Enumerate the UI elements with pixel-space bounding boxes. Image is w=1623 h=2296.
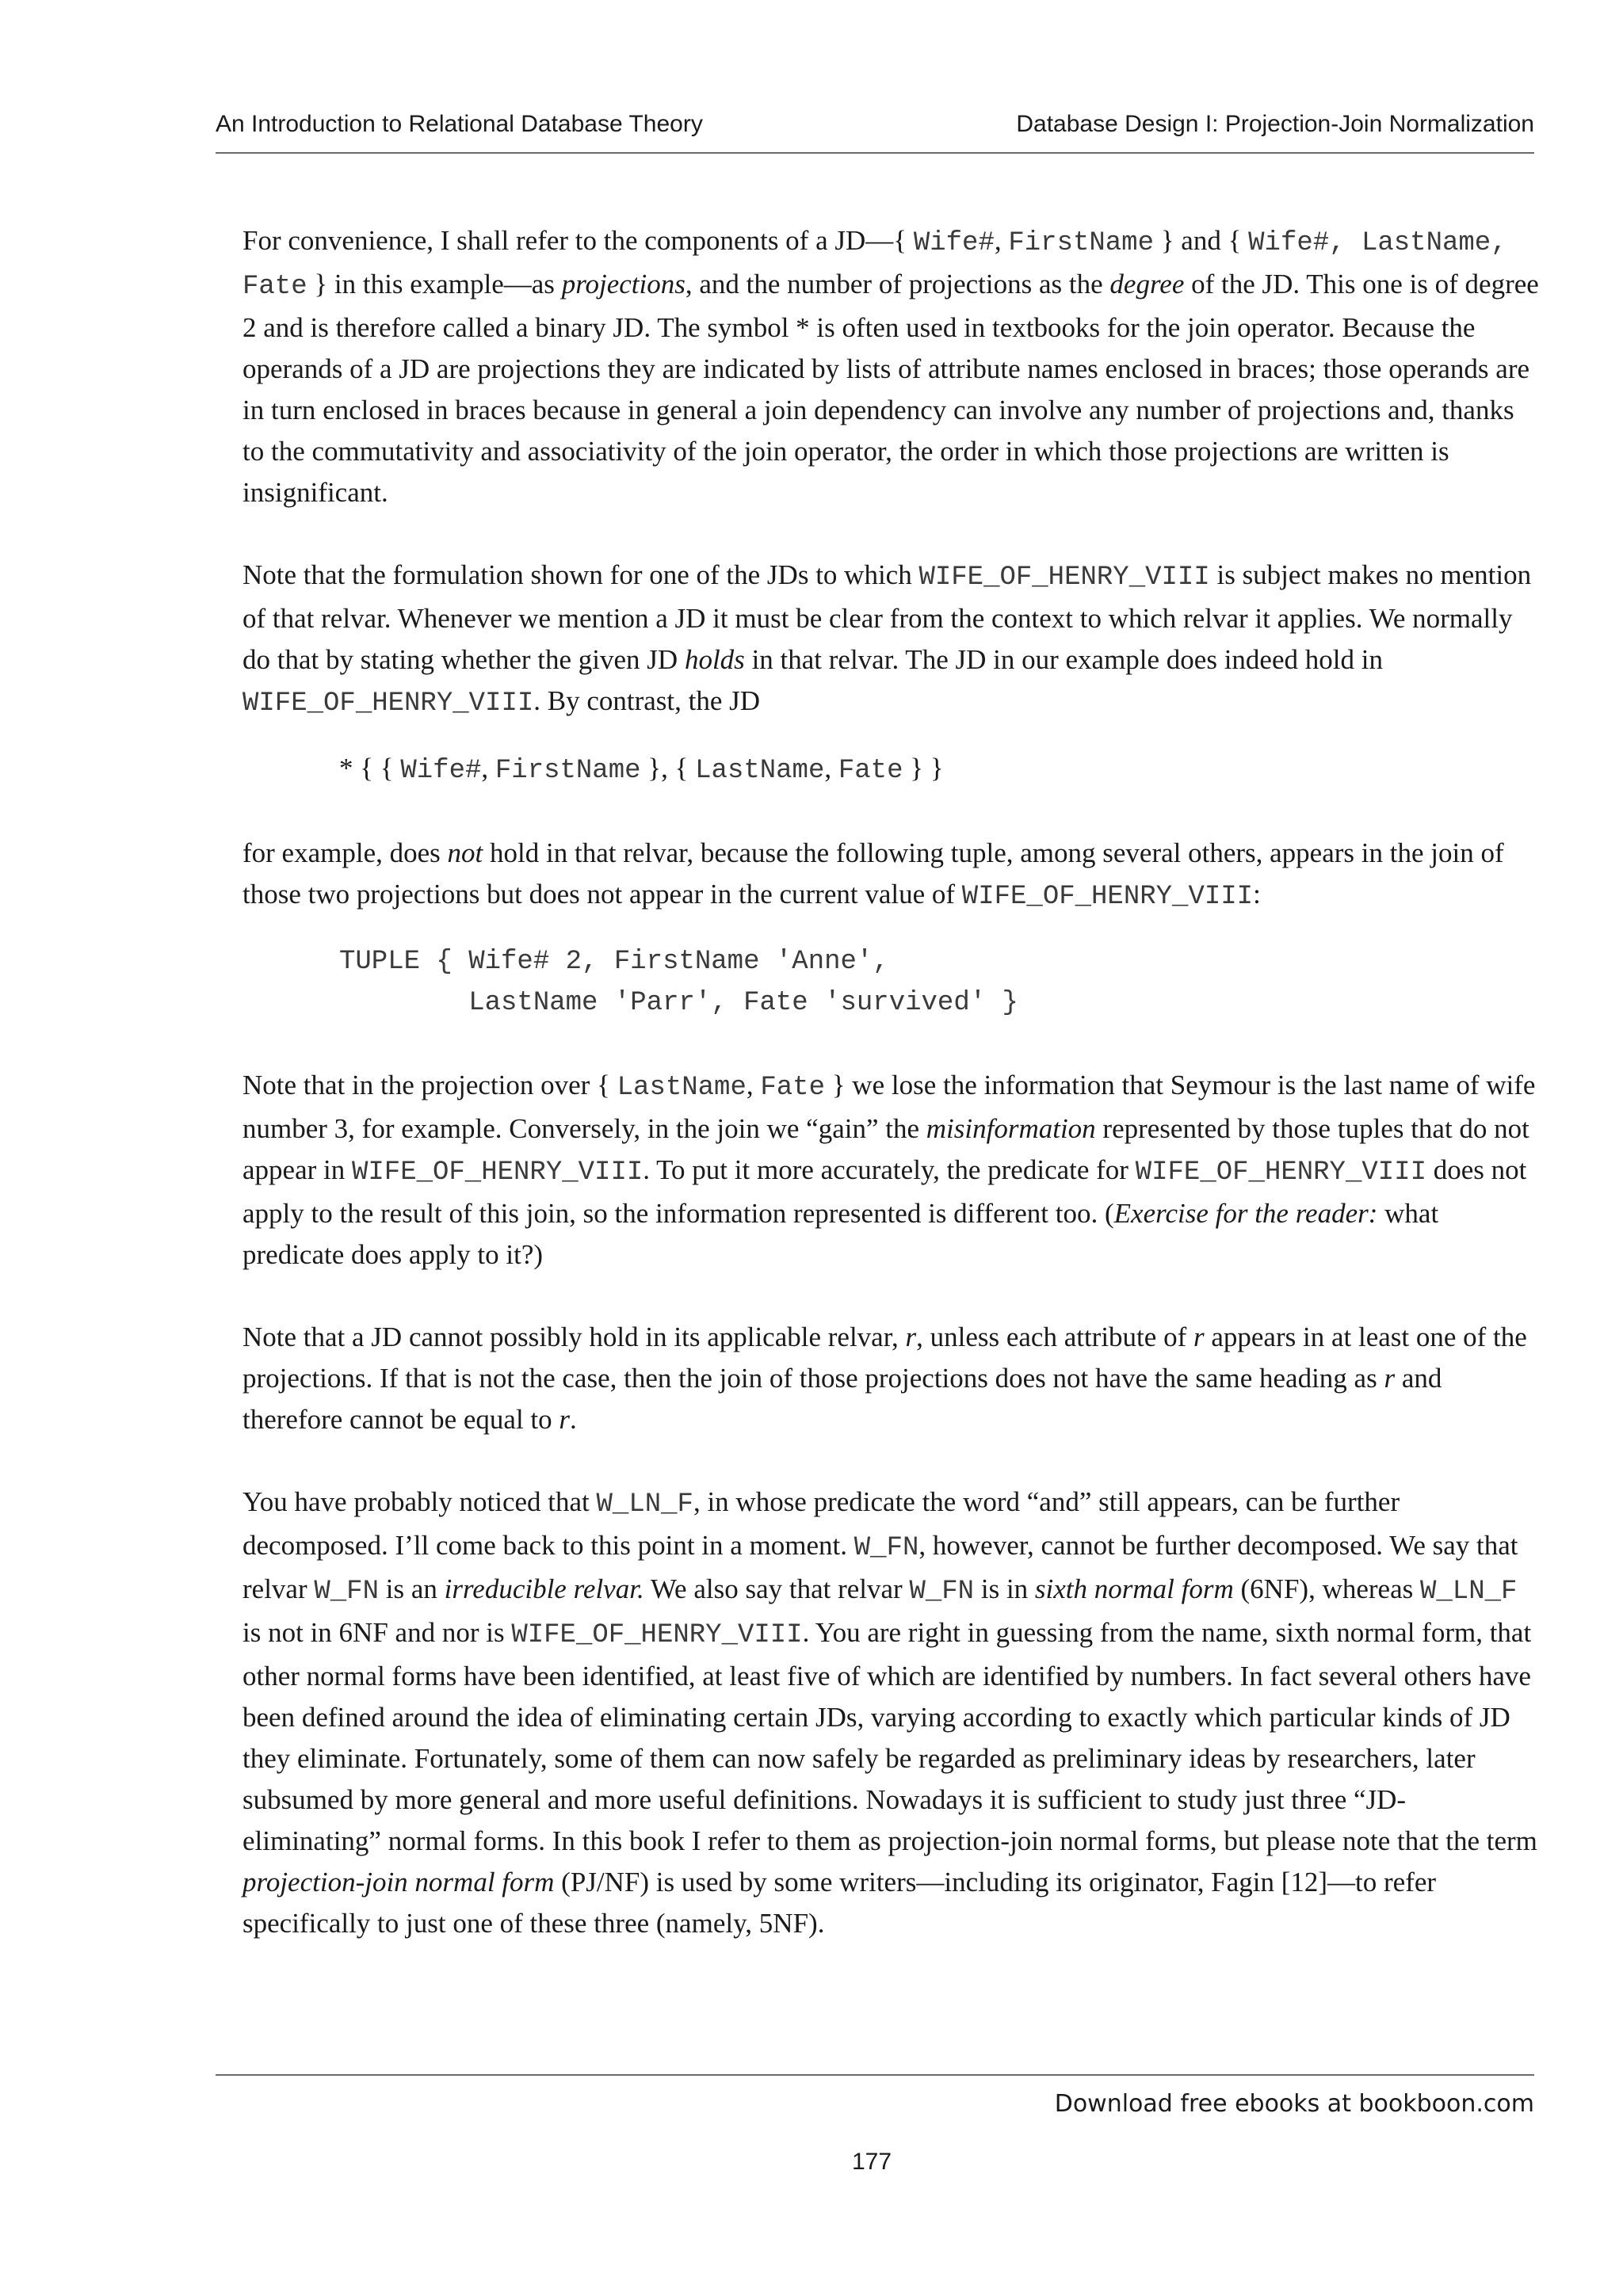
code-line: TUPLE { Wife# 2, FirstName 'Anne', xyxy=(339,947,889,977)
page-body xyxy=(242,220,1542,1985)
page-number: 177 xyxy=(851,2149,892,2175)
term-sixth-normal-form: sixth normal form xyxy=(1034,1573,1234,1604)
paragraph-projections: For convenience, I shall refer to the components of a JD—{ Wife#, FirstName } and { Wife#, LastName, Fate } in this example—as projections, and the number of projections as the degree of the JD. This one is of degree 2 and is therefore called a binary JD. The symbol * is often used in textbooks for the join operator. Because the operands of a JD are projections they are indicated by lists of attribute names enclosed in braces; those operands are in turn enclosed in braces because in general a join dependency can involve any number of projections and, thanks to the commutativity and associativity of the join operator, the order in which those projections are written is insignificant. xyxy=(242,225,1539,508)
chapter-title: Database Design I: Projection-Join Normalization xyxy=(1016,111,1534,137)
attr-code: Wife#, LastName, Fate xyxy=(242,228,1507,302)
jd-expression: * { { Wife#, FirstName }, { LastName, Fate } } xyxy=(339,753,944,786)
term-projections: projections xyxy=(561,269,685,299)
exercise-label: Exercise for the reader: xyxy=(1113,1198,1378,1229)
paragraph-normal-forms: You have probably noticed that W_LN_F, in whose predicate the word “and” still appears, can be further decomposed. I’ll come back to this point in a moment. W_FN, however, cannot be further decomposed. We say that relvar W_FN is an irreducible relvar. We also say that relvar W_FN is in sixth normal form (6NF), whereas W_LN_F is not in 6NF and nor is WIFE_OF_HENRY_VIII. You are right in guessing from the name, sixth normal form, that other normal forms have been identified, at least five of which are identified by numbers. In fact several others have been defined around the idea of eliminating certain JDs, varying according to exactly which particular kinds of JD they eliminate. Fortunately, some of them can now safely be regarded as preliminary ideas by researchers, later subsumed by more general and more useful definitions. Nowadays it is sufficient to study just three “JD-eliminating” normal forms. In this book I refer to them as projection-join normal forms, but please note that the term projection-join normal form (PJ/NF) is used by some writers—including its originator, Fagin [12]—to refer specifically to just one of these three (namely, 5NF). xyxy=(242,1486,1537,1939)
download-link[interactable]: Download free ebooks at bookboon.com xyxy=(1054,2090,1534,2118)
running-header xyxy=(216,111,1534,151)
tuple-code-block xyxy=(339,941,1542,1024)
term-misinformation: misinformation xyxy=(926,1113,1096,1144)
term-pjnf: projection-join normal form xyxy=(242,1867,555,1897)
term-degree: degree xyxy=(1109,269,1185,299)
code-line: LastName 'Parr', Fate 'survived' } xyxy=(339,988,1018,1018)
term-not: not xyxy=(447,837,483,868)
paragraph-misinformation: Note that in the projection over { LastName, Fate } we lose the information that Seymour is the last name of wife number 3, for example. Conversely, in the join we “gain” the misinformation represented by those tuples that do not appear in WIFE_OF_HENRY_VIII. To put it more accurately, the predicate for WIFE_OF_HENRY_VIII does not apply to the result of this join, so the information represented is different too. (Exercise for the reader: what predicate does apply to it?) xyxy=(242,1070,1536,1270)
term-irreducible-relvar: irreducible relvar. xyxy=(444,1573,644,1604)
paragraph-attributes: Note that a JD cannot possibly hold in its applicable relvar, r, unless each attribute of r appears in at least one of the projections. If that is not the case, then the join of those projections does not have the same heading as r and therefore cannot be equal to r. xyxy=(242,1322,1527,1435)
relvar-code: WIFE_OF_HENRY_VIII xyxy=(961,882,1254,912)
attr-code: Wife# xyxy=(913,228,995,258)
paragraph-holds: Note that the formulation shown for one of the JDs to which WIFE_OF_HENRY_VIII is subject makes no mention of that relvar. Whenever we mention a JD it must be clear from the context to which relvar it applies. We normally do that by stating whether the given JD holds in that relvar. The JD in our example does indeed hold in WIFE_OF_HENRY_VIII. By contrast, the JD xyxy=(242,559,1532,719)
relvar-code: WIFE_OF_HENRY_VIII xyxy=(918,563,1210,593)
header-rule xyxy=(216,152,1534,154)
book-title: An Introduction to Relational Database Theory xyxy=(216,111,703,137)
relvar-code: WIFE_OF_HENRY_VIII xyxy=(242,688,534,719)
paragraph-not-hold: for example, does not hold in that relvar, because the following tuple, among several others, appears in the join of those two projections but does not appear in the current value of WIFE_OF_HENRY_VIII: xyxy=(242,837,1504,912)
footer-rule xyxy=(216,2074,1534,2076)
term-holds: holds xyxy=(684,644,745,675)
attr-code: FirstName xyxy=(1008,228,1154,258)
